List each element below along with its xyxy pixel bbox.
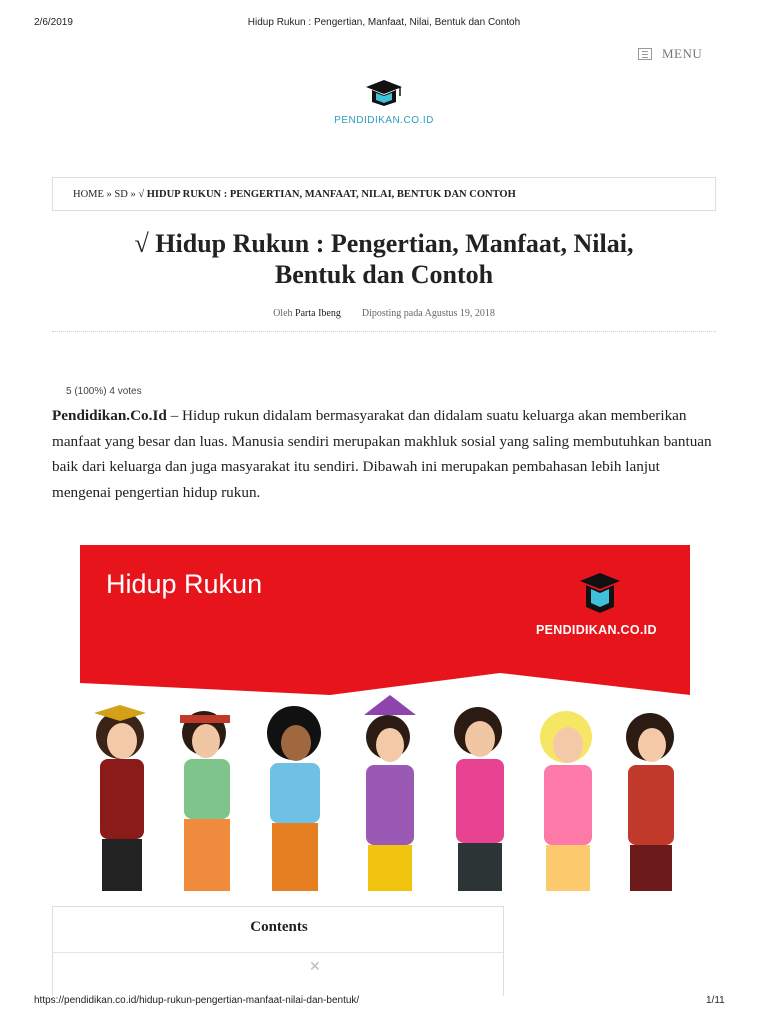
intro-text: – Hidup rukun didalam bermasyarakat dan didalam suatu keluarga akan memberikan manfaat yang besar dan luas. Manusia sendiri merupakan makhluk sosial yang saling membutuhkan bantuan baik dari keluarga dan juga masyarakat itu sendiri. Dibawah ini merupakan pembahasan lebih lanjut mengenai pengertian hidup rukun. <box>52 407 712 501</box>
breadcrumb-separator: » <box>130 188 136 200</box>
breadcrumb-sd[interactable]: SD <box>114 188 128 200</box>
print-url: https://pendidikan.co.id/hidup-rukun-pengertian-manfaat-nilai-dan-bentuk/ <box>34 995 360 1006</box>
site-logo[interactable] <box>0 78 768 126</box>
print-title: Hidup Rukun : Pengertian, Manfaat, Nilai, Bentuk dan Contoh <box>247 17 521 28</box>
contents-title: Contents <box>250 919 308 935</box>
hero-title: Hidup Rukun <box>106 569 263 599</box>
rating[interactable]: 5 (100%) 4 votes <box>66 386 142 397</box>
breadcrumb-separator: » <box>106 188 112 200</box>
by-label: Oleh <box>273 308 293 319</box>
close-icon[interactable]: ✕ <box>309 960 321 975</box>
contents-divider <box>53 952 503 953</box>
page-title-line2: Bentuk dan Contoh <box>274 260 494 289</box>
logo-text: PENDIDIKAN.CO.ID <box>334 115 434 126</box>
graduation-cap-icon <box>364 78 404 108</box>
print-date: 2/6/2019 <box>34 17 73 28</box>
intro-paragraph <box>52 403 720 505</box>
menu-label: MENU <box>662 46 703 61</box>
intro-brand: Pendidikan.Co.Id <box>52 407 167 424</box>
post-date: Diposting pada Agustus 19, 2018 <box>361 308 495 319</box>
breadcrumb <box>52 177 716 211</box>
breadcrumb-home[interactable]: HOME <box>73 188 104 200</box>
page-title-line1: √ Hidup Rukun : Pengertian, Manfaat, Nilai, <box>134 229 634 258</box>
menu-button[interactable] <box>638 46 702 62</box>
hero-brand: PENDIDIKAN.CO.ID <box>536 623 657 637</box>
table-of-contents <box>52 906 504 996</box>
author-link[interactable]: Parta Ibeng <box>295 308 341 319</box>
hamburger-icon <box>638 48 652 60</box>
breadcrumb-current: √ HIDUP RUKUN : PENGERTIAN, MANFAAT, NILAI, BENTUK DAN CONTOH <box>138 188 516 200</box>
divider <box>52 331 716 332</box>
hero-image <box>80 545 690 891</box>
print-page-number: 1/11 <box>706 995 725 1006</box>
post-meta <box>0 308 768 319</box>
page-title <box>0 228 768 290</box>
